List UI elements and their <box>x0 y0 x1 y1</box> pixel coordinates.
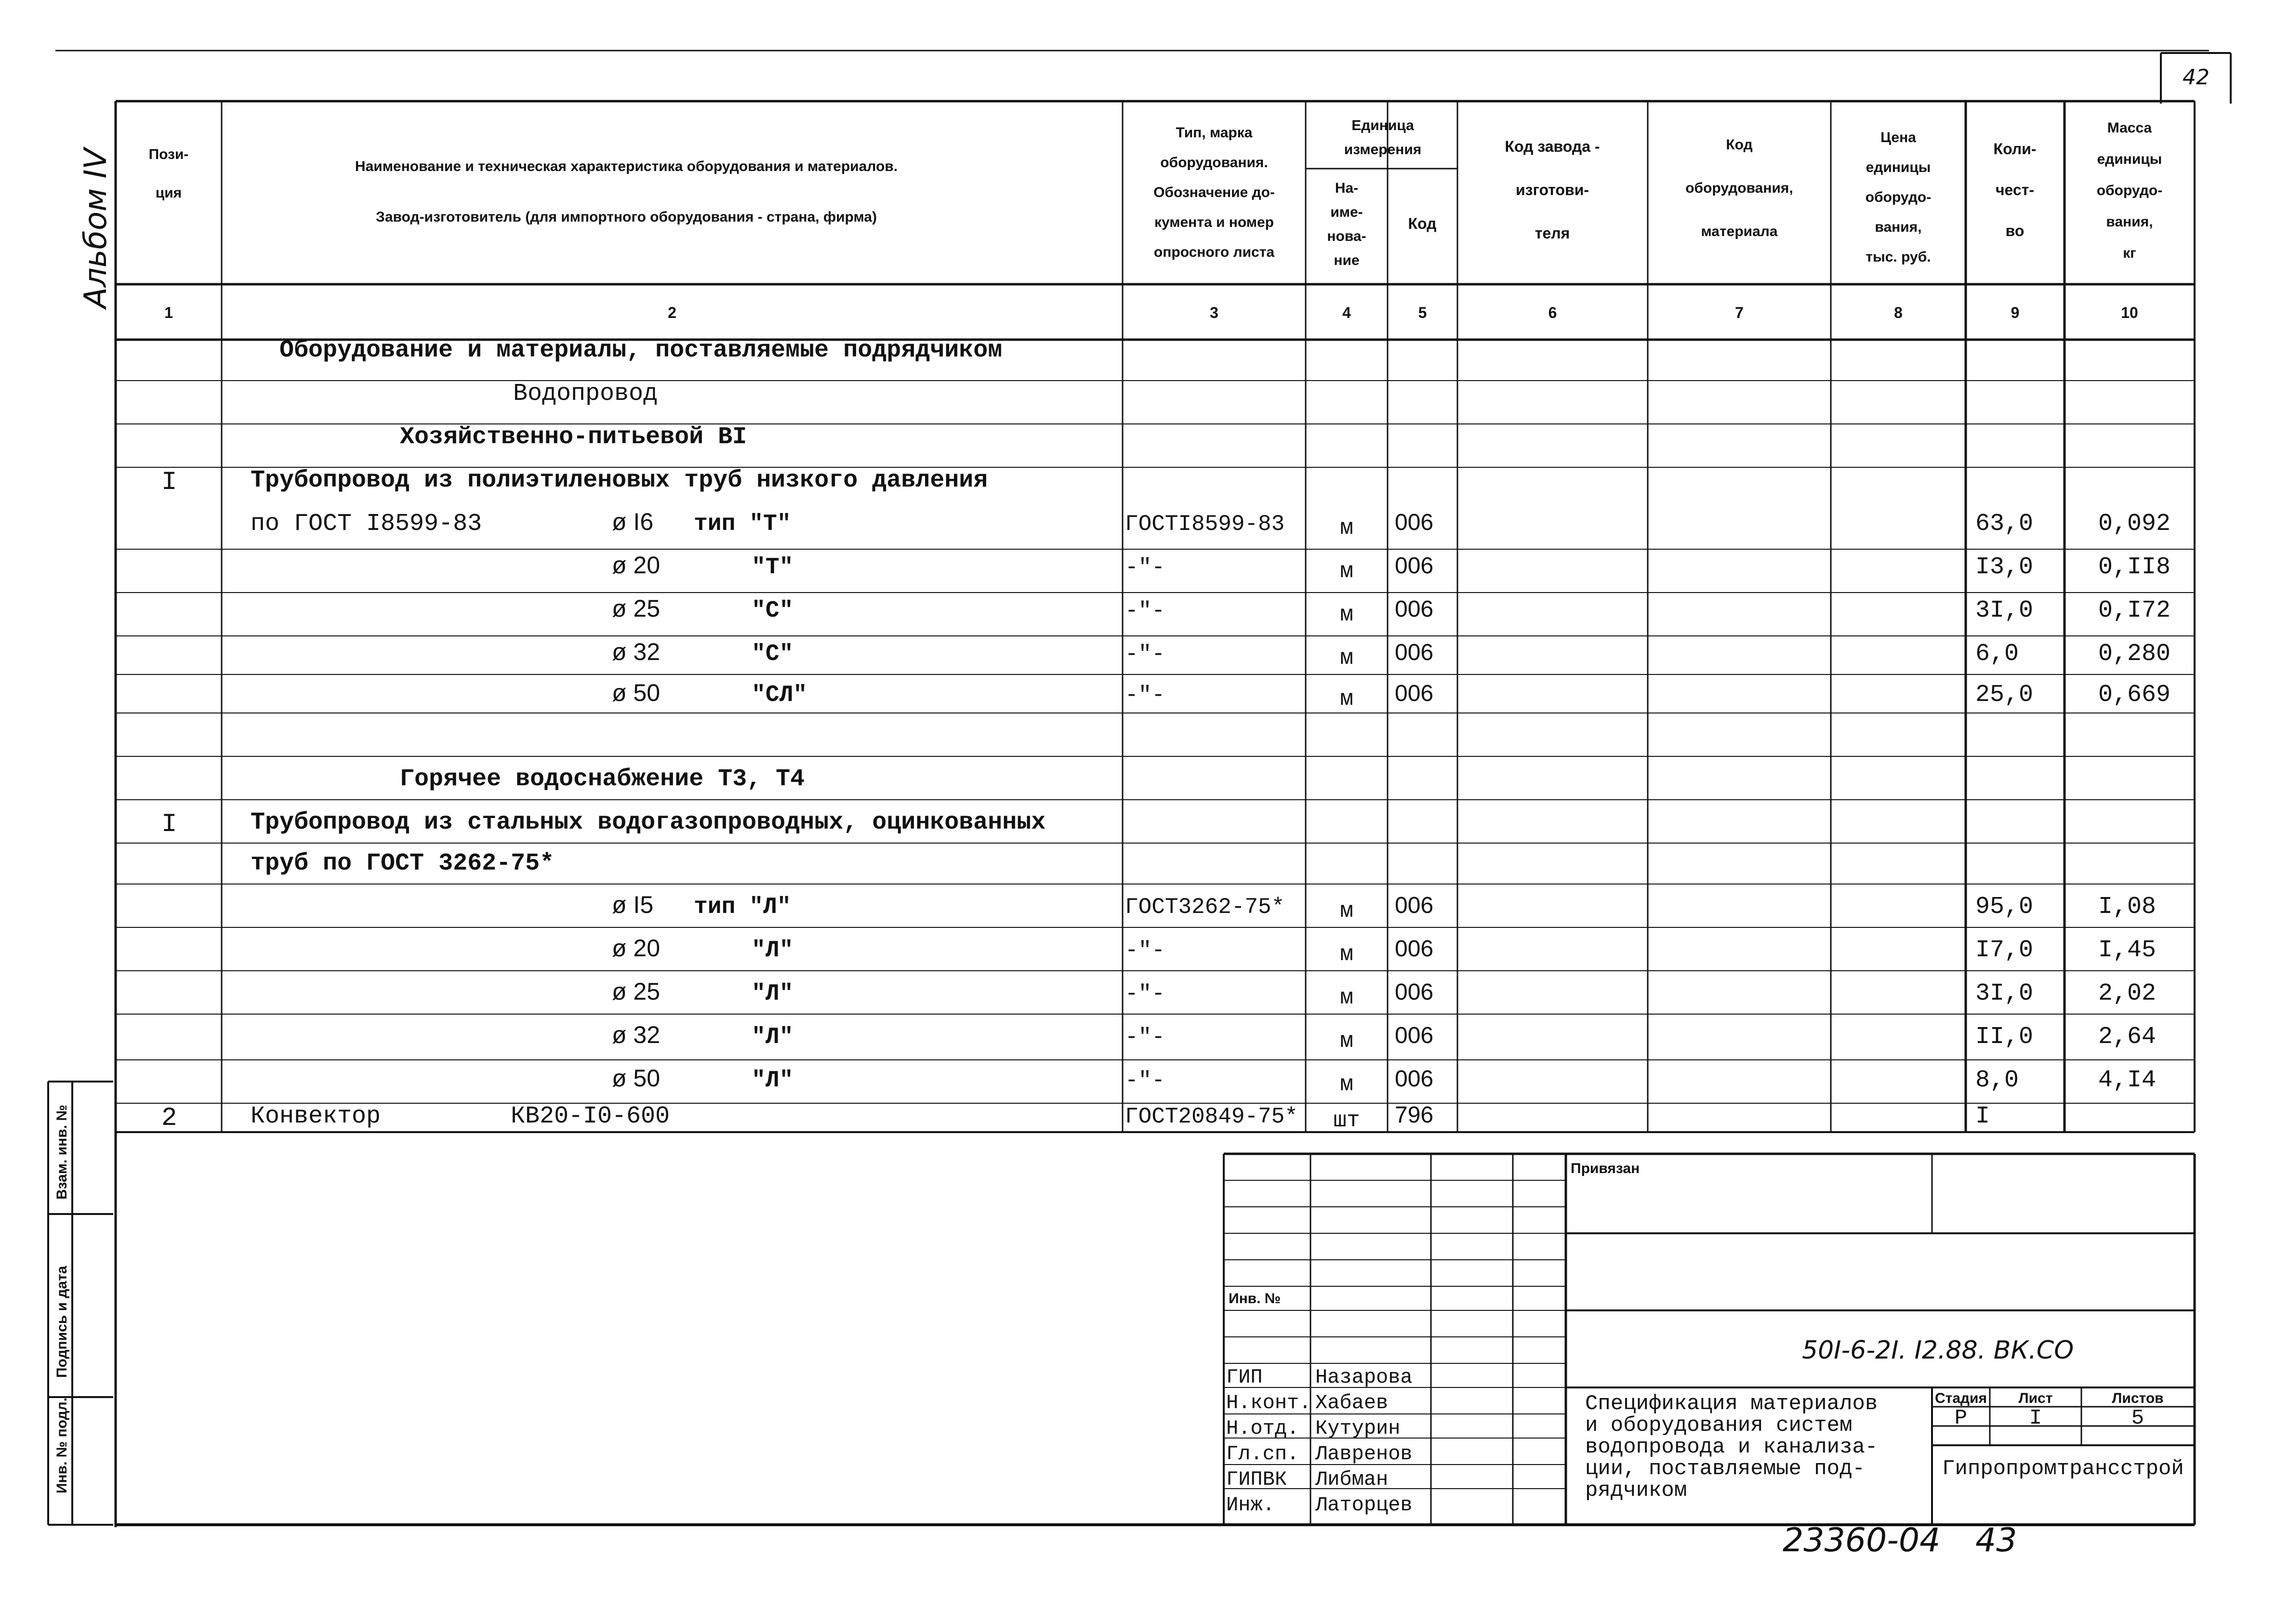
unit-code: 006 <box>1395 1066 1434 1092</box>
header-unit-group: измерения <box>1344 142 1422 158</box>
row-description: Водопровод <box>513 380 658 408</box>
header-type: опросного листа <box>1153 244 1275 260</box>
quantity-value: 3I,0 <box>1975 980 2034 1007</box>
pipe-type: "Т" <box>752 555 794 581</box>
signer-name: Назарова <box>1315 1366 1413 1389</box>
mass-value: I,45 <box>2098 937 2157 964</box>
document-description: и оборудования систем <box>1585 1413 1853 1438</box>
unit-code: 006 <box>1395 596 1434 622</box>
column-number: 5 <box>1418 304 1427 321</box>
quantity-value: 25,0 <box>1975 681 2034 709</box>
quantity-value: 95,0 <box>1975 893 2034 921</box>
row-description: по ГОСТ I8599-83 <box>251 510 482 538</box>
pipe-type: тип "Л" <box>694 894 791 920</box>
header-quantity: Коли- <box>1993 140 2037 158</box>
pipe-type: "СЛ" <box>752 682 807 708</box>
column-number: 6 <box>1548 304 1557 321</box>
header-type: Тип, марка <box>1176 125 1253 141</box>
unit-name: м <box>1340 1029 1353 1054</box>
pipe-type: "Л" <box>752 981 794 1007</box>
row-description: труб по ГОСТ 3262-75* <box>251 850 555 877</box>
unit-code: 006 <box>1395 979 1434 1005</box>
pipe-diameter: ø 32 <box>612 638 661 665</box>
unit-name: м <box>1340 942 1353 967</box>
pipe-type: тип "Т" <box>694 511 791 537</box>
row-description: Горячее водоснабжение Т3, Т4 <box>400 766 805 793</box>
header-unit-group: Единица <box>1351 118 1414 133</box>
header-unit-name: ние <box>1334 252 1360 268</box>
unit-name: шт <box>1333 1108 1360 1133</box>
archive-number: 23360-04 <box>1783 1521 1941 1559</box>
mass-value: I,08 <box>2098 893 2157 921</box>
header-price: оборудо- <box>1865 189 1932 205</box>
document-reference: -"- <box>1125 938 1165 963</box>
unit-code: 006 <box>1395 510 1434 535</box>
equipment-model: КВ20-I0-600 <box>511 1103 670 1130</box>
signer-role: Инж. <box>1226 1493 1275 1517</box>
unit-name: м <box>1340 646 1353 671</box>
privyazan-label: Привязан <box>1571 1161 1640 1176</box>
margin-stamp-label: Подпись и дата <box>54 1266 70 1378</box>
page-number: 42 <box>2183 65 2210 90</box>
signer-role: ГИП <box>1226 1366 1263 1389</box>
document-reference: ГОСТ20849-75* <box>1125 1104 1298 1129</box>
document-reference: -"- <box>1125 642 1165 667</box>
pipe-type: "С" <box>752 598 794 624</box>
pipe-type: "Л" <box>752 1024 794 1050</box>
pipe-diameter: ø 20 <box>612 935 661 962</box>
header-unit-code: Код <box>1408 215 1437 232</box>
quantity-value: 3I,0 <box>1975 597 2034 624</box>
header-mass: Масса <box>2107 120 2152 136</box>
quantity-value: I3,0 <box>1975 554 2034 581</box>
header-mass: оборудо- <box>2096 183 2163 198</box>
margin-stamp-label: Инв. № подл. <box>54 1397 70 1493</box>
archive-page: 43 <box>1975 1521 2017 1559</box>
header-mass: вания, <box>2106 214 2153 230</box>
sheets-value: 5 <box>2131 1406 2144 1430</box>
header-quantity: во <box>2005 222 2025 239</box>
column-number: 2 <box>668 304 676 321</box>
quantity-value: 63,0 <box>1975 510 2034 538</box>
column-number: 1 <box>164 304 173 321</box>
pipe-diameter: ø 50 <box>612 1065 661 1092</box>
document-reference: -"- <box>1125 981 1165 1006</box>
margin-stamp-label: Взам. инв. № <box>54 1105 70 1200</box>
header-price: тыс. руб. <box>1866 249 1931 265</box>
header-mass: единицы <box>2097 151 2162 167</box>
stage-label: Стадия <box>1934 1390 1987 1406</box>
unit-code: 006 <box>1395 681 1434 706</box>
document-description: водопровода и канализа- <box>1585 1435 1878 1459</box>
header-type: кумента и номер <box>1154 214 1274 230</box>
column-number: 9 <box>2011 304 2020 321</box>
unit-code: 006 <box>1395 553 1434 579</box>
header-unit-name: име- <box>1330 204 1363 220</box>
header-price: единицы <box>1866 159 1931 175</box>
sheet-label: Лист <box>2018 1390 2053 1406</box>
signer-role: Гл.сп. <box>1226 1442 1299 1466</box>
row-description: Конвектор <box>251 1103 381 1130</box>
signer-name: Либман <box>1315 1468 1389 1491</box>
unit-name: м <box>1340 1072 1353 1097</box>
document-reference: -"- <box>1125 598 1165 623</box>
header-factory-code: теля <box>1535 224 1570 242</box>
quantity-value: I7,0 <box>1975 937 2034 964</box>
header-position: ция <box>155 185 182 201</box>
header-factory-code: изготови- <box>1515 181 1589 198</box>
document-description: ции, поставляемые под- <box>1585 1457 1865 1481</box>
pipe-diameter: ø 50 <box>612 679 661 706</box>
header-type: Обозначение до- <box>1153 185 1275 200</box>
header-unit-name: На- <box>1335 180 1359 196</box>
document-reference: ГОСТI8599-83 <box>1125 512 1285 537</box>
header-name-line2: Завод-изготовитель (для импортного оборудования - страна, фирма) <box>376 209 877 225</box>
unit-code: 006 <box>1395 1023 1434 1048</box>
pipe-diameter: ø I6 <box>612 508 654 535</box>
album-label: Альбом IV <box>78 148 114 308</box>
signer-name: Латорцев <box>1315 1493 1413 1517</box>
pipe-type: "Л" <box>752 1068 794 1094</box>
unit-name: м <box>1340 898 1353 924</box>
header-position: Пози- <box>148 146 189 162</box>
signer-role: Н.конт. <box>1226 1391 1311 1414</box>
unit-name: м <box>1340 687 1353 712</box>
row-position: 2 <box>161 1104 177 1133</box>
document-description: рядчиком <box>1585 1479 1687 1503</box>
unit-code: 006 <box>1395 893 1434 918</box>
unit-code: 006 <box>1395 936 1434 962</box>
signer-name: Лавренов <box>1315 1442 1413 1466</box>
inventory-number-label: Инв. № <box>1229 1291 1281 1307</box>
row-position: I <box>161 810 177 839</box>
unit-name: м <box>1340 602 1353 627</box>
quantity-value: 8,0 <box>1975 1067 2019 1094</box>
mass-value: 4,I4 <box>2098 1067 2157 1094</box>
mass-value: 2,02 <box>2098 980 2157 1007</box>
row-description: Оборудование и материалы, поставляемые подрядчиком <box>279 337 1003 364</box>
unit-code: 006 <box>1395 640 1434 665</box>
pipe-diameter: ø 20 <box>612 552 661 579</box>
header-factory-code: Код завода - <box>1505 138 1600 155</box>
header-unit-name: нова- <box>1327 228 1366 244</box>
row-description: Хозяйственно-питьевой ВI <box>400 423 747 451</box>
header-name-line1: Наименование и техническая характеристика оборудования и материалов. <box>355 158 898 174</box>
unit-code: 796 <box>1395 1102 1434 1128</box>
header-price: Цена <box>1880 130 1916 145</box>
stage-value: Р <box>1954 1406 1968 1430</box>
pipe-type: "С" <box>752 641 794 667</box>
row-description: Трубопровод из стальных водогазопроводных, оцинкованных <box>251 809 1046 836</box>
pipe-diameter: ø I5 <box>612 891 654 918</box>
header-equipment-code: материала <box>1701 224 1778 239</box>
pipe-diameter: ø 25 <box>612 978 661 1005</box>
column-number: 3 <box>1210 304 1218 321</box>
column-number: 4 <box>1342 304 1351 321</box>
document-code: 50I-6-2I. I2.88. ВК.СО <box>1802 1336 2074 1365</box>
mass-value: 0,092 <box>2098 510 2171 538</box>
document-reference: -"- <box>1125 555 1165 580</box>
pipe-type: "Л" <box>752 937 794 964</box>
header-equipment-code: Код <box>1726 137 1753 153</box>
organization-name: Гипропромтрансстрой <box>1942 1457 2184 1481</box>
quantity-value: I <box>1975 1103 1990 1130</box>
header-equipment-code: оборудования, <box>1685 180 1793 196</box>
signer-role: ГИПВК <box>1226 1468 1287 1491</box>
mass-value: 0,669 <box>2098 681 2171 709</box>
mass-value: 0,280 <box>2098 640 2171 668</box>
header-type: оборудования. <box>1160 155 1268 171</box>
sheets-label: Листов <box>2112 1390 2164 1406</box>
document-reference: -"- <box>1125 1025 1165 1050</box>
unit-name: м <box>1340 515 1353 541</box>
row-description: Трубопровод из полиэтиленовых труб низкого давления <box>251 467 988 494</box>
pipe-diameter: ø 25 <box>612 595 661 622</box>
header-quantity: чест- <box>1995 181 2035 198</box>
pipe-diameter: ø 32 <box>612 1021 661 1048</box>
mass-value: 0,II8 <box>2098 554 2171 581</box>
signer-role: Н.отд. <box>1226 1417 1299 1440</box>
unit-name: м <box>1340 559 1353 584</box>
mass-value: 2,64 <box>2098 1023 2157 1051</box>
sheet-value: I <box>2029 1406 2042 1430</box>
header-mass: кг <box>2123 245 2136 261</box>
mass-value: 0,I72 <box>2098 597 2171 624</box>
document-reference: -"- <box>1125 1068 1165 1093</box>
row-position: I <box>161 468 177 497</box>
unit-name: м <box>1340 985 1353 1010</box>
column-number: 8 <box>1894 304 1903 321</box>
signer-name: Кутурин <box>1315 1417 1401 1440</box>
header-price: вания, <box>1875 219 1922 235</box>
signer-name: Хабаев <box>1315 1391 1389 1414</box>
document-reference: ГОСТ3262-75* <box>1125 895 1285 920</box>
column-number: 10 <box>2121 304 2138 321</box>
quantity-value: 6,0 <box>1975 640 2019 668</box>
column-number: 7 <box>1735 304 1744 321</box>
document-description: Спецификация материалов <box>1585 1392 1878 1416</box>
quantity-value: II,0 <box>1975 1023 2034 1051</box>
document-reference: -"- <box>1125 683 1165 708</box>
